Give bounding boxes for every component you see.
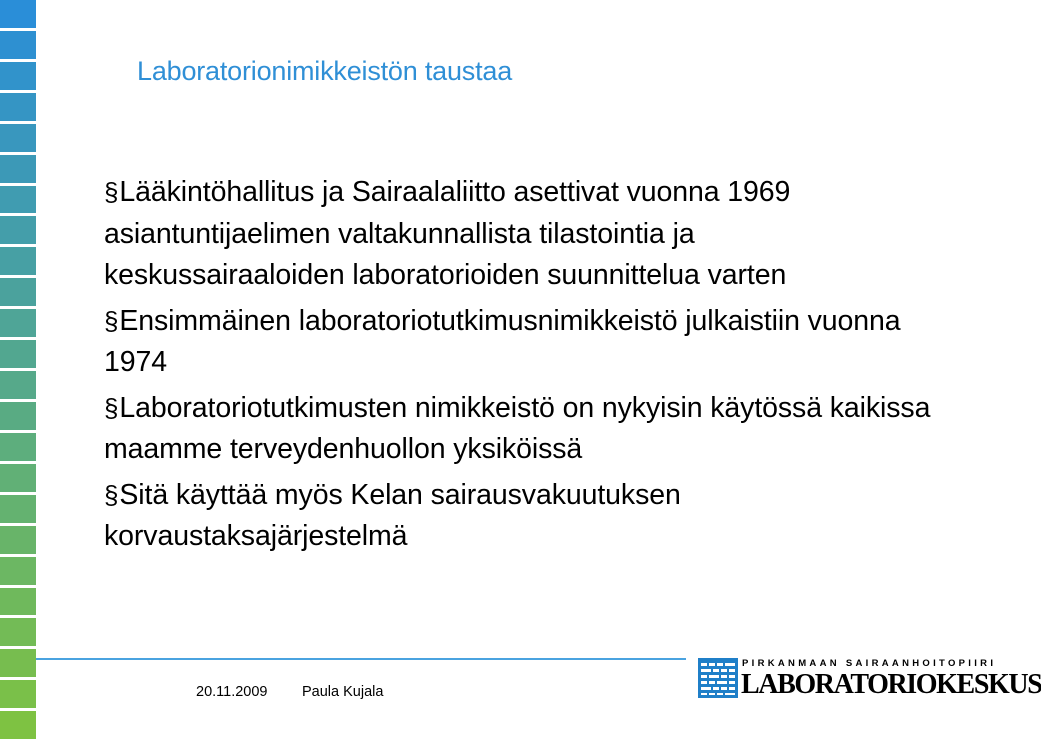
stripe-segment bbox=[0, 402, 36, 430]
stripe-segment bbox=[0, 247, 36, 275]
decorative-side-stripe bbox=[0, 0, 36, 742]
stripe-segment bbox=[0, 371, 36, 399]
stripe-segment bbox=[0, 278, 36, 306]
bullet-marker: § bbox=[104, 177, 119, 207]
stripe-segment bbox=[0, 680, 36, 708]
stripe-segment bbox=[0, 495, 36, 523]
bullet-marker: § bbox=[104, 392, 119, 423]
stripe-segment bbox=[0, 557, 36, 585]
bullet-text: Ensimmäinen laboratoriotutkimusnimikkeistö julkaistiin vuonna 1974 bbox=[104, 304, 901, 378]
stripe-segment bbox=[0, 62, 36, 90]
stripe-segment bbox=[0, 124, 36, 152]
logo-unit-name: LABORATORIOKESKUS bbox=[741, 669, 1041, 700]
bullet-marker: § bbox=[104, 305, 119, 336]
bullet-item bbox=[104, 388, 934, 471]
slide-title: Laboratorionimikkeistön taustaa bbox=[137, 56, 513, 86]
stripe-segment bbox=[0, 216, 36, 244]
stripe-segment bbox=[0, 526, 36, 554]
stripe-segment bbox=[0, 618, 36, 646]
footer-divider bbox=[36, 658, 686, 660]
stripe-segment bbox=[0, 155, 36, 183]
bullet-text: Laboratoriotutkimusten nimikkeistö on nykyisin käytössä kaikissa maamme terveydenhuollon yksiköissä bbox=[104, 391, 931, 465]
bullet-marker: § bbox=[104, 479, 119, 510]
stripe-segment bbox=[0, 464, 36, 492]
stripe-segment bbox=[0, 340, 36, 368]
bullet-item bbox=[104, 475, 934, 558]
stripe-segment bbox=[0, 711, 36, 739]
stripe-segment bbox=[0, 186, 36, 214]
stripe-segment bbox=[0, 588, 36, 616]
stripe-segment bbox=[0, 649, 36, 677]
stripe-segment bbox=[0, 309, 36, 337]
footer-date: 20.11.2009 bbox=[196, 684, 268, 700]
bullet-item bbox=[104, 172, 934, 297]
bullet-item bbox=[104, 301, 934, 384]
organization-logo bbox=[698, 658, 1041, 702]
logo-organization-name: PIRKANMAAN SAIRAANHOITOPIIRI bbox=[742, 658, 997, 669]
stripe-segment bbox=[0, 93, 36, 121]
stripe-segment bbox=[0, 0, 36, 28]
laboratory-logo-mark-icon bbox=[698, 658, 738, 698]
stripe-segment bbox=[0, 31, 36, 59]
bullet-text: Lääkintöhallitus ja Sairaalaliitto asettivat vuonna 1969 asiantuntijaelimen valtakunnallista tilastointia ja keskussairaaloiden laboratorioiden suunnittelua varten bbox=[104, 176, 791, 291]
bullet-list bbox=[104, 172, 934, 558]
footer-author: Paula Kujala bbox=[302, 684, 384, 700]
stripe-segment bbox=[0, 433, 36, 461]
bullet-text: Sitä käyttää myös Kelan sairausvakuutuksen korvaustaksajärjestelmä bbox=[104, 478, 681, 552]
